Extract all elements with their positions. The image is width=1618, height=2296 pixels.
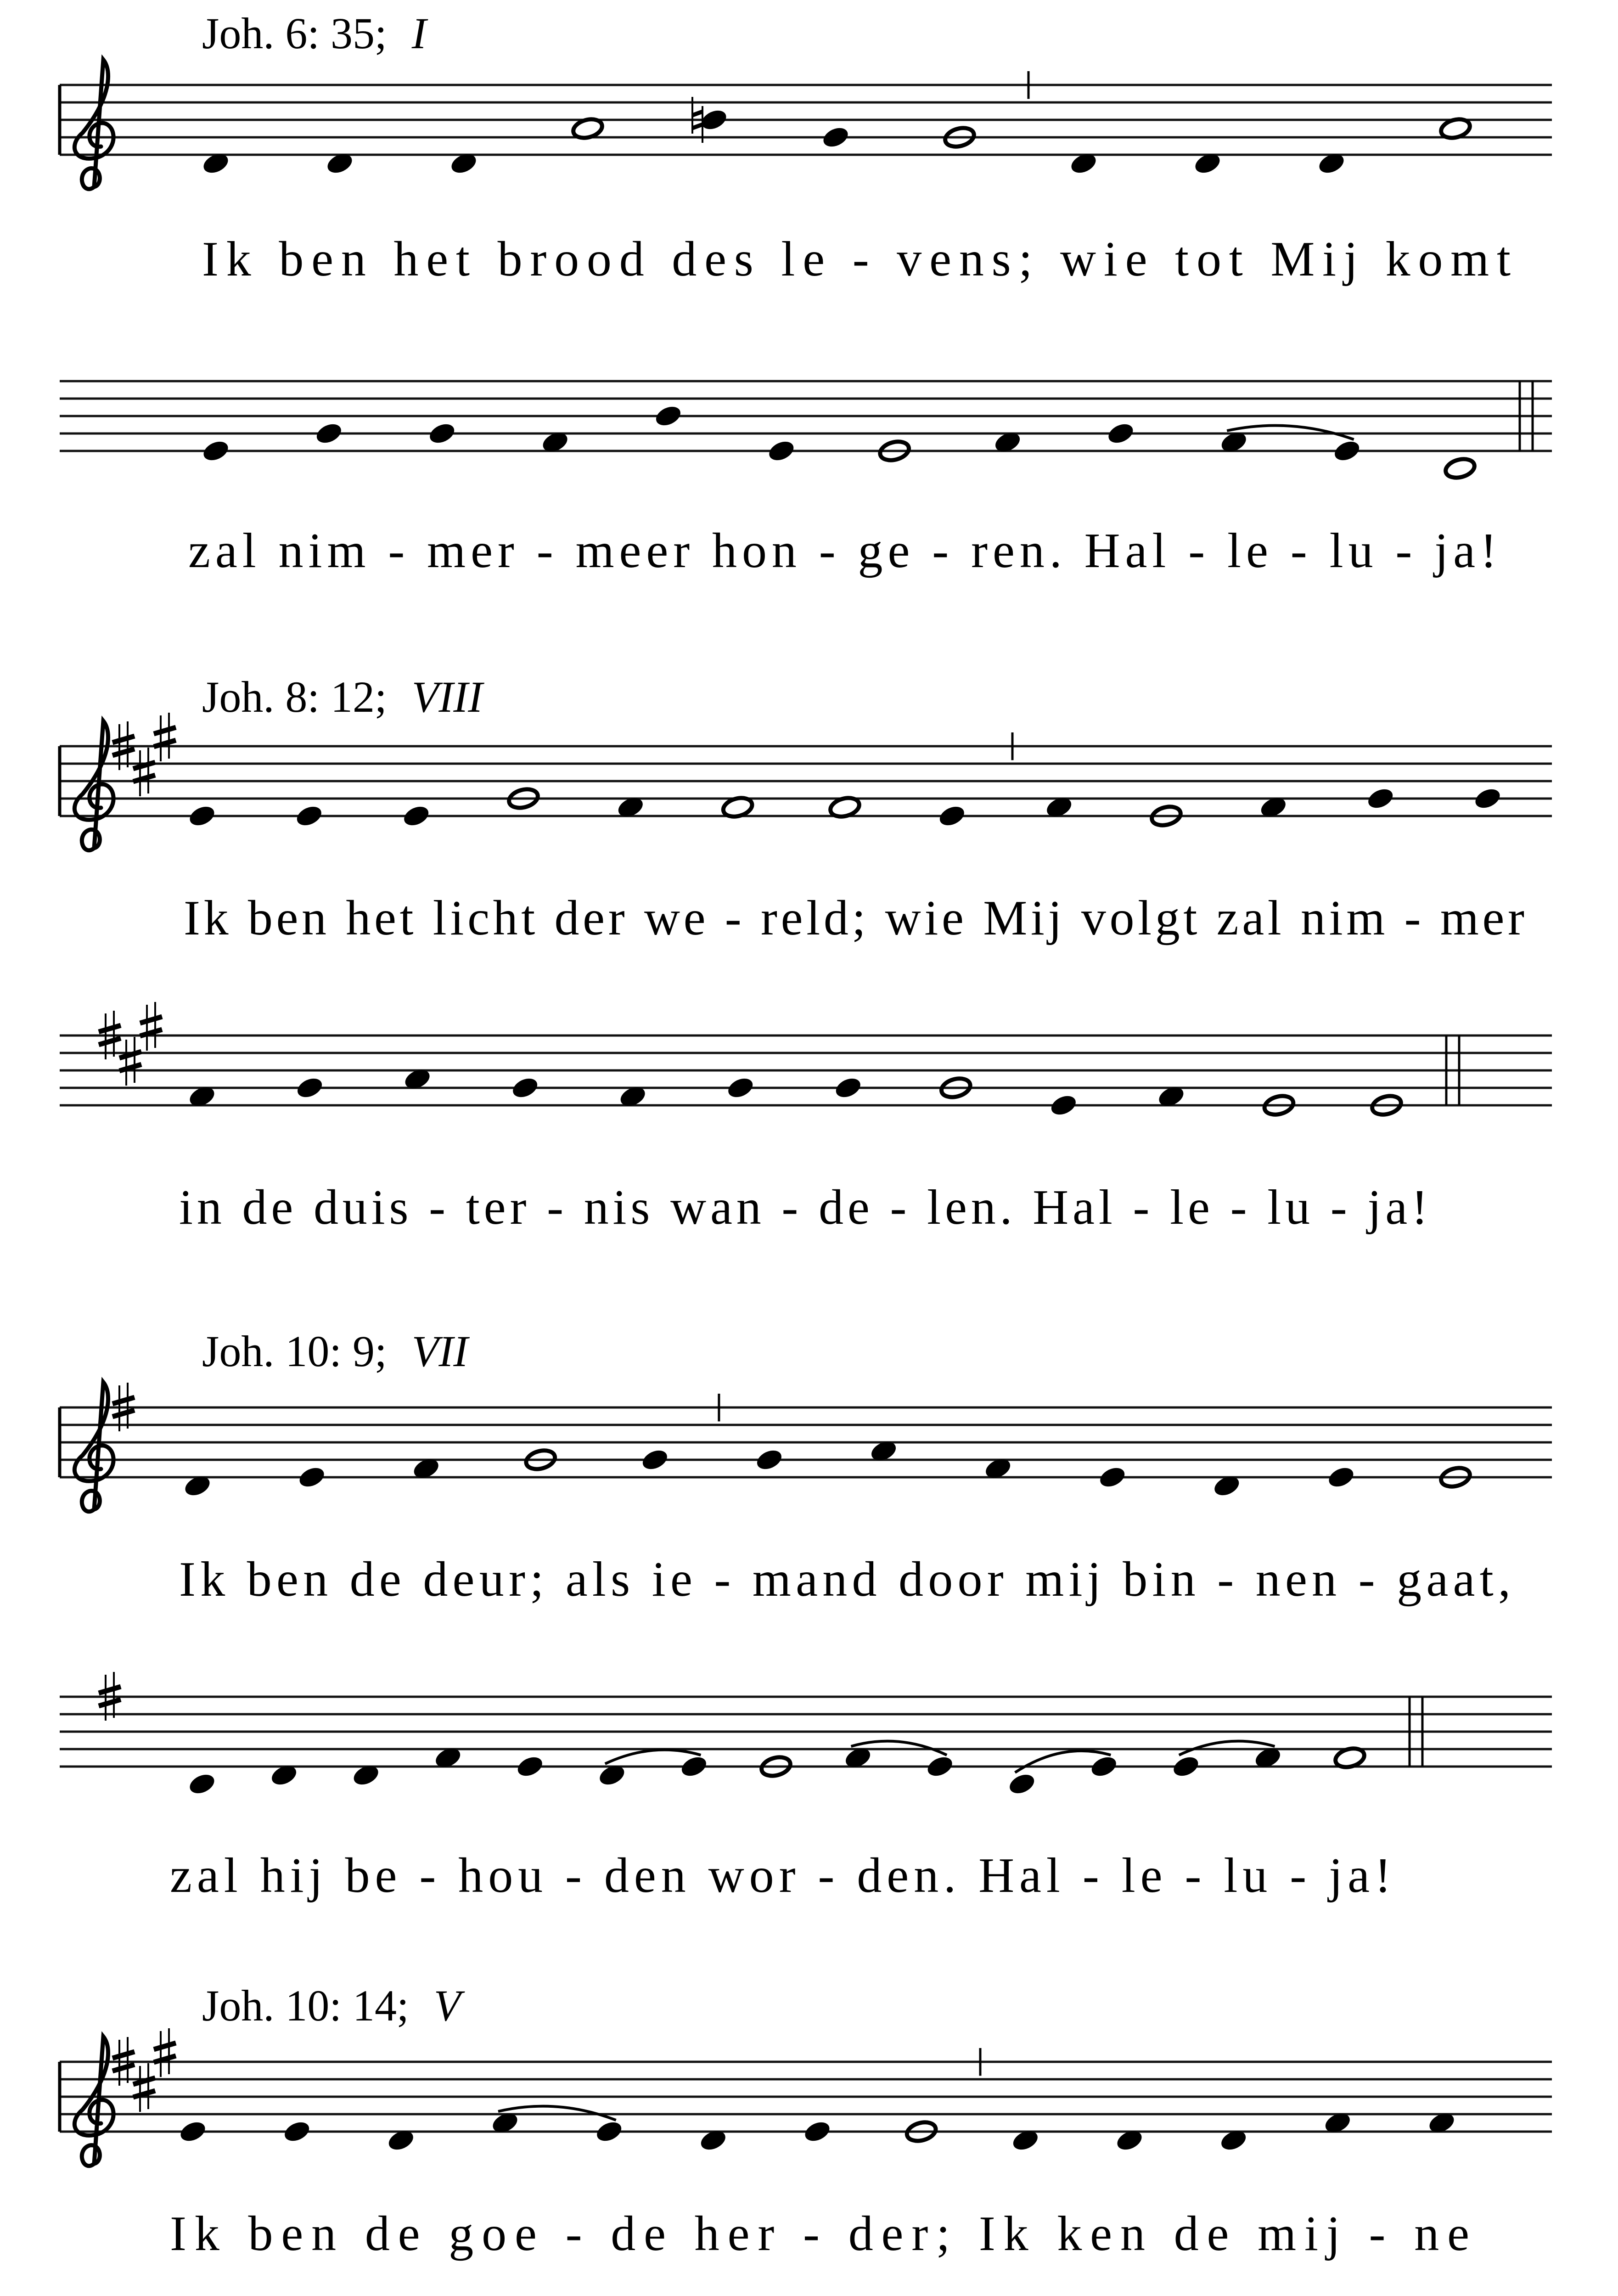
lyric-syllable: het [330, 891, 414, 945]
lyric-syllable: Hal - [1016, 1180, 1150, 1235]
lyric-syllable: ja! [1351, 1180, 1428, 1235]
note-filled [1007, 1771, 1037, 1797]
sharp-bar [112, 1397, 135, 1404]
lyric-syllable: ge - [840, 523, 949, 578]
lyric-syllable: ken [1036, 2206, 1145, 2261]
lyric-syllable: hon - [695, 523, 836, 578]
sharp-bar [112, 736, 135, 743]
note-filled [1097, 1464, 1128, 1490]
lyric-syllable: de [590, 2206, 666, 2261]
note-filled [1048, 1092, 1079, 1118]
lyric-syllable: ie - mand [635, 1552, 877, 1607]
treble-clef-icon [74, 2037, 113, 2166]
lyric-syllable: brood [477, 232, 644, 287]
lyric-syllable: komt [1365, 232, 1511, 287]
lyric-syllable: Mij [1250, 232, 1358, 287]
sharp-bar [112, 749, 135, 755]
sharp-icon [119, 1037, 141, 1086]
note-filled [594, 2119, 624, 2144]
lyric-syllable: we - reld; [628, 891, 866, 945]
note-filled [427, 421, 457, 446]
lyric-syllable: bin - nen - gaat, [1106, 1552, 1511, 1607]
sharp-icon [154, 713, 176, 761]
note-filled [187, 1771, 217, 1797]
note-filled [653, 403, 683, 429]
lyric-syllable: le - [761, 232, 869, 287]
lyric-syllable: wie [1040, 232, 1147, 287]
note-filled [820, 124, 851, 150]
lyric-syllable: ren. [954, 523, 1062, 578]
sharp-bar [99, 1687, 121, 1693]
lyric-syllable: het [373, 232, 470, 287]
lyric-syllable: des [652, 232, 753, 287]
lyric-syllable: be - hou - den [327, 1848, 686, 1903]
note-filled [295, 1075, 325, 1101]
treble-clef-icon [74, 60, 113, 189]
lyric-syllable: Ik [202, 232, 251, 287]
note-filled [1089, 1754, 1119, 1779]
lyric-syllable: zal [1200, 891, 1281, 945]
lyric-syllable: Ik [170, 2206, 219, 2261]
chant-mode: VIII [411, 672, 483, 721]
lyric-syllable: hij [242, 1848, 323, 1903]
clef-stroke [74, 60, 113, 189]
lyric-syllable: lu - [1251, 1180, 1347, 1235]
lyric-syllable: ben [230, 1552, 328, 1607]
note-filled [640, 1447, 670, 1473]
lyric-syllable: ben [258, 232, 366, 287]
note-filled [725, 1075, 756, 1101]
lyric-syllable: tot [1155, 232, 1243, 287]
lyric-syllable: door [881, 1552, 1004, 1607]
lyric-syllable: ben [227, 2206, 337, 2261]
lyric-syllable: le - [1153, 1180, 1247, 1235]
note-filled [1106, 421, 1136, 446]
note-filled [187, 803, 217, 829]
lyric-syllable: wan - de - len. [654, 1180, 1012, 1235]
lyric-syllable: wie [869, 891, 964, 945]
chant-mode: I [411, 9, 427, 58]
chant-mode: V [433, 1981, 461, 2030]
lyric-syllable: ben [232, 891, 327, 945]
note-filled [925, 1754, 955, 1779]
lyric-syllable: in [179, 1180, 222, 1235]
clef-stroke [74, 1382, 113, 1512]
lyric-syllable: vens; [876, 232, 1033, 287]
lyric-line [179, 1552, 1511, 1607]
natural-sign [692, 112, 702, 115]
note-filled [515, 1754, 545, 1779]
note-filled [314, 421, 344, 446]
sharp-bar [112, 2052, 135, 2058]
note-filled [1332, 438, 1362, 464]
chant-reference: Joh. 10: 9; VII [202, 1327, 470, 1376]
lyric-syllable: lu - [1206, 1848, 1307, 1903]
lyric-syllable: le - [1210, 523, 1307, 578]
lyric-syllable: duis - ter - nis [297, 1180, 650, 1235]
lyric-syllable: Ik [179, 1552, 225, 1607]
note-filled [510, 1075, 540, 1101]
note-filled [802, 2119, 832, 2144]
lyric-syllable: lu - [1312, 523, 1412, 578]
sharp-bar [99, 1025, 121, 1032]
lyric-syllable: zal [170, 1848, 238, 1903]
lyric-syllable: Hal - [1067, 523, 1205, 578]
lyric-syllable: nim - mer [1285, 891, 1524, 945]
lyric-syllable: mij - [1237, 2206, 1386, 2261]
lyric-syllable: de [332, 1552, 401, 1607]
clef-stroke [74, 721, 113, 850]
lyric-syllable: ne [1393, 2206, 1470, 2261]
sharp-icon [133, 2063, 155, 2112]
note-filled [297, 1464, 327, 1490]
note-filled [937, 803, 967, 829]
sharp-bar [99, 1699, 121, 1706]
sharp-bar [154, 2043, 176, 2049]
lyric-syllable: Ik [184, 891, 229, 945]
treble-clef-icon [74, 721, 113, 850]
natural-sign [692, 124, 702, 128]
sharp-icon [154, 2028, 176, 2077]
lyric-syllable: le - [1104, 1848, 1202, 1903]
note-filled [201, 438, 231, 464]
chant-reference: Joh. 8: 12; VIII [202, 672, 484, 721]
lyric-syllable: Mij [967, 891, 1062, 945]
note-filled [282, 2119, 312, 2144]
clef-stroke [74, 2037, 113, 2166]
chant-mode: VII [411, 1327, 468, 1376]
lyric-syllable: ja! [1417, 523, 1497, 578]
note-filled [294, 803, 324, 829]
lyric-syllable: ja! [1311, 1848, 1391, 1903]
lyric-syllable: de [344, 2206, 420, 2261]
treble-clef-icon [74, 1382, 113, 1512]
lyric-line [179, 1180, 1428, 1235]
note-filled [766, 438, 797, 464]
lyric-syllable: als [548, 1552, 630, 1607]
lyric-syllable: Ik [958, 2206, 1028, 2261]
lyric-syllable: volgt [1065, 891, 1197, 945]
note-filled [679, 1754, 709, 1779]
sharp-bar [112, 2065, 135, 2071]
lyric-syllable: goe - [428, 2206, 582, 2261]
lyric-syllable: zal [188, 523, 256, 578]
note-open [1444, 456, 1477, 480]
lyric-syllable: nim - mer - meer [261, 523, 690, 578]
lyric-syllable: wor - den. [691, 1848, 956, 1903]
lyric-syllable: her - der; [674, 2206, 950, 2261]
sharp-bar [154, 727, 176, 734]
lyric-syllable: der [538, 891, 625, 945]
sharp-bar [112, 1410, 135, 1417]
lyric-line [170, 2206, 1469, 2261]
lyric-line [170, 1848, 1391, 1903]
lyric-syllable: de [225, 1180, 293, 1235]
chant-reference: Joh. 6: 35; I [202, 9, 428, 58]
note-filled [833, 1075, 863, 1101]
sharp-bar [140, 1017, 162, 1023]
note-filled [1365, 786, 1396, 811]
sharp-icon [133, 748, 155, 796]
lyric-syllable: de [1153, 2206, 1229, 2261]
lyric-line [184, 891, 1524, 945]
chant-reference: Joh. 10: 14; V [202, 1981, 465, 2030]
lyric-syllable: mij [1008, 1552, 1101, 1607]
sharp-bar [99, 1038, 121, 1045]
note-filled [1326, 1464, 1356, 1490]
note-filled [1472, 786, 1503, 811]
note-filled [401, 803, 432, 829]
lyric-syllable: deur; [406, 1552, 544, 1607]
lyric-line [202, 232, 1511, 287]
lyric-line [188, 523, 1497, 578]
note-filled [178, 2119, 208, 2144]
lyric-syllable: licht [417, 891, 535, 945]
note-filled [1171, 1754, 1201, 1779]
note-filled [754, 1447, 784, 1473]
lyric-syllable: Hal - [961, 1848, 1099, 1903]
sharp-icon [140, 1002, 162, 1051]
